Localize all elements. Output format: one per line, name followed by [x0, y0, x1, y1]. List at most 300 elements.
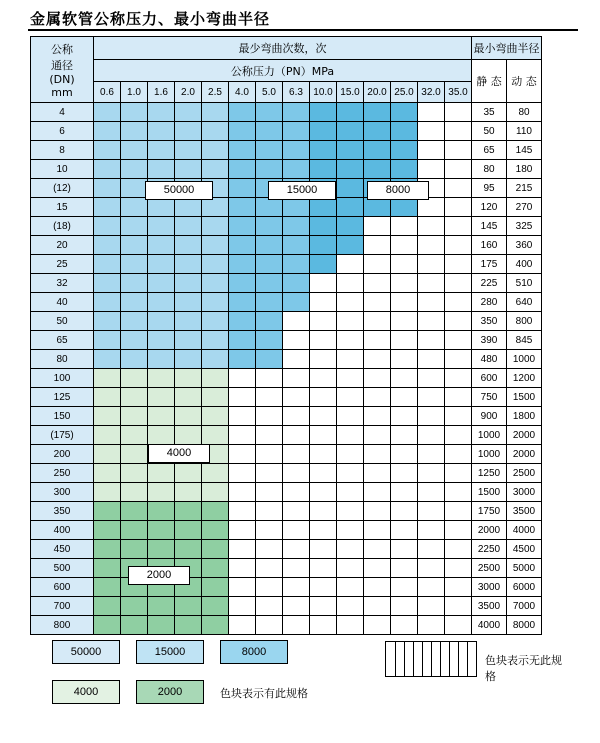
cell-r18-c8	[310, 445, 337, 464]
cell-r2-c13	[445, 141, 472, 160]
cell-r9-c8	[310, 274, 337, 293]
header-pressure-4: 2.5	[202, 82, 229, 103]
cell-r25-c10	[364, 578, 391, 597]
cell-r21-c9	[337, 502, 364, 521]
cell-r7-c1	[121, 236, 148, 255]
table-header-row	[31, 60, 542, 82]
cell-r23-c2	[148, 540, 175, 559]
cell-r10-c1	[121, 293, 148, 312]
cell-r7-c13	[445, 236, 472, 255]
cell-r7-c10	[364, 236, 391, 255]
table-row	[31, 217, 542, 236]
cell-r10-c8	[310, 293, 337, 312]
cell-r12-c4	[202, 331, 229, 350]
cell-r26-c1	[121, 597, 148, 616]
cell-r7-c9	[337, 236, 364, 255]
row-dn: 8	[31, 141, 94, 160]
table-row	[31, 521, 542, 540]
overlay-tag-4000: 4000	[148, 444, 210, 463]
cell-r17-c12	[418, 426, 445, 445]
cell-r10-c3	[175, 293, 202, 312]
cell-r23-c4	[202, 540, 229, 559]
cell-r19-c5	[229, 464, 256, 483]
cell-r10-c5	[229, 293, 256, 312]
cell-r26-c4	[202, 597, 229, 616]
cell-r3-c2	[148, 160, 175, 179]
cell-r19-c0	[94, 464, 121, 483]
cell-r12-c6	[256, 331, 283, 350]
cell-r5-c13	[445, 198, 472, 217]
cell-r10-c13	[445, 293, 472, 312]
cell-r15-c9	[337, 388, 364, 407]
row-dynamic: 4000	[507, 521, 542, 540]
cell-r1-c10	[364, 122, 391, 141]
cell-r26-c11	[391, 597, 418, 616]
cell-r1-c12	[418, 122, 445, 141]
cell-r21-c13	[445, 502, 472, 521]
cell-r23-c12	[418, 540, 445, 559]
cell-r3-c12	[418, 160, 445, 179]
table-row	[31, 103, 542, 122]
cell-r0-c4	[202, 103, 229, 122]
row-dn: 50	[31, 312, 94, 331]
cell-r14-c8	[310, 369, 337, 388]
header-bend-count: 最少弯曲次数，次	[94, 37, 472, 60]
row-dn: 300	[31, 483, 94, 502]
cell-r27-c1	[121, 616, 148, 635]
cell-r5-c11	[391, 198, 418, 217]
row-dynamic: 845	[507, 331, 542, 350]
cell-r27-c6	[256, 616, 283, 635]
cell-r20-c12	[418, 483, 445, 502]
row-dynamic: 1000	[507, 350, 542, 369]
cell-r22-c10	[364, 521, 391, 540]
cell-r15-c0	[94, 388, 121, 407]
cell-r27-c10	[364, 616, 391, 635]
cell-r19-c11	[391, 464, 418, 483]
cell-r4-c1	[121, 179, 148, 198]
cell-r27-c3	[175, 616, 202, 635]
cell-r9-c13	[445, 274, 472, 293]
cell-r0-c12	[418, 103, 445, 122]
row-dynamic: 4500	[507, 540, 542, 559]
header-pressure-0: 0.6	[94, 82, 121, 103]
cell-r14-c2	[148, 369, 175, 388]
legend-stripe-box	[385, 641, 477, 677]
cell-r5-c12	[418, 198, 445, 217]
cell-r10-c0	[94, 293, 121, 312]
row-dynamic: 6000	[507, 578, 542, 597]
row-dynamic: 2500	[507, 464, 542, 483]
cell-r2-c1	[121, 141, 148, 160]
row-dn: (175)	[31, 426, 94, 445]
cell-r23-c11	[391, 540, 418, 559]
cell-r2-c2	[148, 141, 175, 160]
cell-r9-c1	[121, 274, 148, 293]
cell-r14-c9	[337, 369, 364, 388]
cell-r14-c10	[364, 369, 391, 388]
cell-r11-c12	[418, 312, 445, 331]
cell-r8-c7	[283, 255, 310, 274]
row-dynamic: 325	[507, 217, 542, 236]
cell-r13-c0	[94, 350, 121, 369]
cell-r20-c5	[229, 483, 256, 502]
cell-r16-c2	[148, 407, 175, 426]
cell-r9-c3	[175, 274, 202, 293]
legend-note-color: 色块表示有此规格	[220, 687, 308, 700]
cell-r13-c8	[310, 350, 337, 369]
cell-r7-c8	[310, 236, 337, 255]
cell-r21-c11	[391, 502, 418, 521]
cell-r22-c6	[256, 521, 283, 540]
row-dn: 400	[31, 521, 94, 540]
table-row	[31, 198, 542, 217]
cell-r15-c4	[202, 388, 229, 407]
row-static: 390	[472, 331, 507, 350]
cell-r20-c1	[121, 483, 148, 502]
table-row	[31, 464, 542, 483]
row-dynamic: 215	[507, 179, 542, 198]
row-dynamic: 8000	[507, 616, 542, 635]
cell-r3-c0	[94, 160, 121, 179]
row-dn: 450	[31, 540, 94, 559]
cell-r18-c13	[445, 445, 472, 464]
cell-r6-c2	[148, 217, 175, 236]
table-row	[31, 350, 542, 369]
cell-r24-c4	[202, 559, 229, 578]
row-static: 900	[472, 407, 507, 426]
cell-r27-c7	[283, 616, 310, 635]
header-pressure-9: 15.0	[337, 82, 364, 103]
cell-r7-c5	[229, 236, 256, 255]
cell-r8-c1	[121, 255, 148, 274]
cell-r14-c7	[283, 369, 310, 388]
cell-r21-c3	[175, 502, 202, 521]
cell-r7-c6	[256, 236, 283, 255]
cell-r15-c7	[283, 388, 310, 407]
cell-r21-c7	[283, 502, 310, 521]
table-row	[31, 369, 542, 388]
cell-r13-c13	[445, 350, 472, 369]
cell-r8-c0	[94, 255, 121, 274]
cell-r26-c7	[283, 597, 310, 616]
cell-r23-c6	[256, 540, 283, 559]
cell-r2-c5	[229, 141, 256, 160]
cell-r1-c1	[121, 122, 148, 141]
cell-r8-c2	[148, 255, 175, 274]
cell-r9-c10	[364, 274, 391, 293]
cell-r22-c1	[121, 521, 148, 540]
cell-r4-c9	[337, 179, 364, 198]
cell-r0-c3	[175, 103, 202, 122]
cell-r11-c1	[121, 312, 148, 331]
table-row	[31, 578, 542, 597]
cell-r12-c5	[229, 331, 256, 350]
cell-r22-c12	[418, 521, 445, 540]
cell-r6-c10	[364, 217, 391, 236]
cell-r25-c8	[310, 578, 337, 597]
cell-r9-c7	[283, 274, 310, 293]
row-dynamic: 640	[507, 293, 542, 312]
cell-r18-c10	[364, 445, 391, 464]
cell-r23-c10	[364, 540, 391, 559]
cell-r19-c12	[418, 464, 445, 483]
cell-r26-c3	[175, 597, 202, 616]
cell-r23-c13	[445, 540, 472, 559]
cell-r9-c4	[202, 274, 229, 293]
cell-r17-c9	[337, 426, 364, 445]
cell-r22-c9	[337, 521, 364, 540]
cell-r1-c13	[445, 122, 472, 141]
cell-r7-c3	[175, 236, 202, 255]
row-dn: 600	[31, 578, 94, 597]
cell-r3-c1	[121, 160, 148, 179]
cell-r7-c12	[418, 236, 445, 255]
cell-r8-c12	[418, 255, 445, 274]
header-pressure: 公称压力（PN）MPa	[94, 60, 472, 82]
row-dn: 10	[31, 160, 94, 179]
cell-r24-c8	[310, 559, 337, 578]
cell-r19-c2	[148, 464, 175, 483]
cell-r18-c5	[229, 445, 256, 464]
header-pressure-5: 4.0	[229, 82, 256, 103]
cell-r1-c9	[337, 122, 364, 141]
cell-r25-c13	[445, 578, 472, 597]
cell-r12-c12	[418, 331, 445, 350]
cell-r1-c7	[283, 122, 310, 141]
cell-r25-c7	[283, 578, 310, 597]
row-static: 600	[472, 369, 507, 388]
cell-r10-c6	[256, 293, 283, 312]
cell-r12-c1	[121, 331, 148, 350]
cell-r1-c2	[148, 122, 175, 141]
cell-r12-c10	[364, 331, 391, 350]
cell-r10-c11	[391, 293, 418, 312]
cell-r2-c4	[202, 141, 229, 160]
cell-r2-c9	[337, 141, 364, 160]
cell-r16-c8	[310, 407, 337, 426]
row-static: 175	[472, 255, 507, 274]
cell-r22-c3	[175, 521, 202, 540]
row-dynamic: 400	[507, 255, 542, 274]
cell-r5-c4	[202, 198, 229, 217]
cell-r20-c3	[175, 483, 202, 502]
cell-r0-c9	[337, 103, 364, 122]
row-static: 65	[472, 141, 507, 160]
table-row	[31, 502, 542, 521]
cell-r0-c10	[364, 103, 391, 122]
cell-r12-c8	[310, 331, 337, 350]
header-pressure-10: 20.0	[364, 82, 391, 103]
row-dynamic: 3500	[507, 502, 542, 521]
spec-table	[30, 36, 542, 635]
cell-r11-c3	[175, 312, 202, 331]
cell-r8-c9	[337, 255, 364, 274]
header-dynamic: 动 态	[507, 60, 542, 103]
cell-r0-c2	[148, 103, 175, 122]
cell-r14-c0	[94, 369, 121, 388]
cell-r11-c9	[337, 312, 364, 331]
row-dn: 250	[31, 464, 94, 483]
cell-r9-c11	[391, 274, 418, 293]
table-row	[31, 274, 542, 293]
cell-r20-c0	[94, 483, 121, 502]
row-static: 3500	[472, 597, 507, 616]
cell-r8-c6	[256, 255, 283, 274]
cell-r17-c4	[202, 426, 229, 445]
cell-r15-c1	[121, 388, 148, 407]
row-dn: 100	[31, 369, 94, 388]
cell-r6-c7	[283, 217, 310, 236]
cell-r5-c3	[175, 198, 202, 217]
cell-r25-c0	[94, 578, 121, 597]
cell-r24-c13	[445, 559, 472, 578]
legend-box-2000: 2000	[136, 680, 204, 704]
cell-r21-c10	[364, 502, 391, 521]
cell-r23-c8	[310, 540, 337, 559]
table-row	[31, 426, 542, 445]
cell-r20-c8	[310, 483, 337, 502]
row-dn: 65	[31, 331, 94, 350]
cell-r14-c11	[391, 369, 418, 388]
row-dn: 80	[31, 350, 94, 369]
table-row	[31, 331, 542, 350]
cell-r5-c6	[256, 198, 283, 217]
cell-r22-c0	[94, 521, 121, 540]
cell-r1-c8	[310, 122, 337, 141]
row-dn: 500	[31, 559, 94, 578]
cell-r6-c5	[229, 217, 256, 236]
cell-r16-c11	[391, 407, 418, 426]
cell-r4-c5	[229, 179, 256, 198]
row-static: 35	[472, 103, 507, 122]
title-rule	[28, 29, 578, 31]
cell-r5-c0	[94, 198, 121, 217]
cell-r3-c4	[202, 160, 229, 179]
row-dn: 200	[31, 445, 94, 464]
header-pressure-2: 1.6	[148, 82, 175, 103]
table-row	[31, 597, 542, 616]
cell-r17-c13	[445, 426, 472, 445]
cell-r2-c0	[94, 141, 121, 160]
table-row	[31, 141, 542, 160]
row-static: 3000	[472, 578, 507, 597]
header-pressure-12: 32.0	[418, 82, 445, 103]
cell-r15-c12	[418, 388, 445, 407]
row-static: 350	[472, 312, 507, 331]
row-dynamic: 180	[507, 160, 542, 179]
cell-r3-c6	[256, 160, 283, 179]
cell-r21-c0	[94, 502, 121, 521]
cell-r6-c0	[94, 217, 121, 236]
cell-r9-c5	[229, 274, 256, 293]
cell-r27-c8	[310, 616, 337, 635]
cell-r16-c7	[283, 407, 310, 426]
cell-r25-c6	[256, 578, 283, 597]
cell-r15-c2	[148, 388, 175, 407]
row-dynamic: 7000	[507, 597, 542, 616]
cell-r21-c5	[229, 502, 256, 521]
cell-r9-c6	[256, 274, 283, 293]
cell-r13-c5	[229, 350, 256, 369]
cell-r18-c12	[418, 445, 445, 464]
row-static: 2500	[472, 559, 507, 578]
cell-r16-c5	[229, 407, 256, 426]
cell-r23-c5	[229, 540, 256, 559]
cell-r8-c8	[310, 255, 337, 274]
cell-r26-c2	[148, 597, 175, 616]
cell-r10-c4	[202, 293, 229, 312]
cell-r14-c4	[202, 369, 229, 388]
cell-r5-c5	[229, 198, 256, 217]
cell-r13-c2	[148, 350, 175, 369]
cell-r2-c10	[364, 141, 391, 160]
cell-r12-c11	[391, 331, 418, 350]
cell-r17-c2	[148, 426, 175, 445]
cell-r2-c3	[175, 141, 202, 160]
row-static: 2000	[472, 521, 507, 540]
cell-r3-c3	[175, 160, 202, 179]
cell-r7-c2	[148, 236, 175, 255]
row-dynamic: 1200	[507, 369, 542, 388]
cell-r25-c12	[418, 578, 445, 597]
row-dynamic: 270	[507, 198, 542, 217]
row-dn: 800	[31, 616, 94, 635]
row-static: 4000	[472, 616, 507, 635]
cell-r6-c13	[445, 217, 472, 236]
row-dn: 15	[31, 198, 94, 217]
cell-r19-c3	[175, 464, 202, 483]
cell-r27-c11	[391, 616, 418, 635]
cell-r18-c7	[283, 445, 310, 464]
cell-r14-c13	[445, 369, 472, 388]
header-pressure-11: 25.0	[391, 82, 418, 103]
cell-r22-c8	[310, 521, 337, 540]
cell-r5-c7	[283, 198, 310, 217]
table-row	[31, 483, 542, 502]
cell-r9-c0	[94, 274, 121, 293]
cell-r24-c6	[256, 559, 283, 578]
cell-r11-c4	[202, 312, 229, 331]
cell-r2-c12	[418, 141, 445, 160]
cell-r3-c7	[283, 160, 310, 179]
cell-r14-c6	[256, 369, 283, 388]
cell-r9-c9	[337, 274, 364, 293]
cell-r20-c7	[283, 483, 310, 502]
header-pressure-8: 10.0	[310, 82, 337, 103]
cell-r12-c0	[94, 331, 121, 350]
cell-r18-c9	[337, 445, 364, 464]
row-dynamic: 510	[507, 274, 542, 293]
legend-box-50000: 50000	[52, 640, 120, 664]
table-row	[31, 388, 542, 407]
cell-r19-c7	[283, 464, 310, 483]
cell-r11-c2	[148, 312, 175, 331]
overlay-tag-8000: 8000	[367, 181, 429, 200]
cell-r13-c7	[283, 350, 310, 369]
cell-r17-c0	[94, 426, 121, 445]
cell-r24-c11	[391, 559, 418, 578]
cell-r20-c10	[364, 483, 391, 502]
cell-r25-c9	[337, 578, 364, 597]
cell-r27-c2	[148, 616, 175, 635]
cell-r27-c4	[202, 616, 229, 635]
cell-r10-c2	[148, 293, 175, 312]
cell-r19-c9	[337, 464, 364, 483]
cell-r3-c13	[445, 160, 472, 179]
cell-r17-c5	[229, 426, 256, 445]
cell-r9-c2	[148, 274, 175, 293]
